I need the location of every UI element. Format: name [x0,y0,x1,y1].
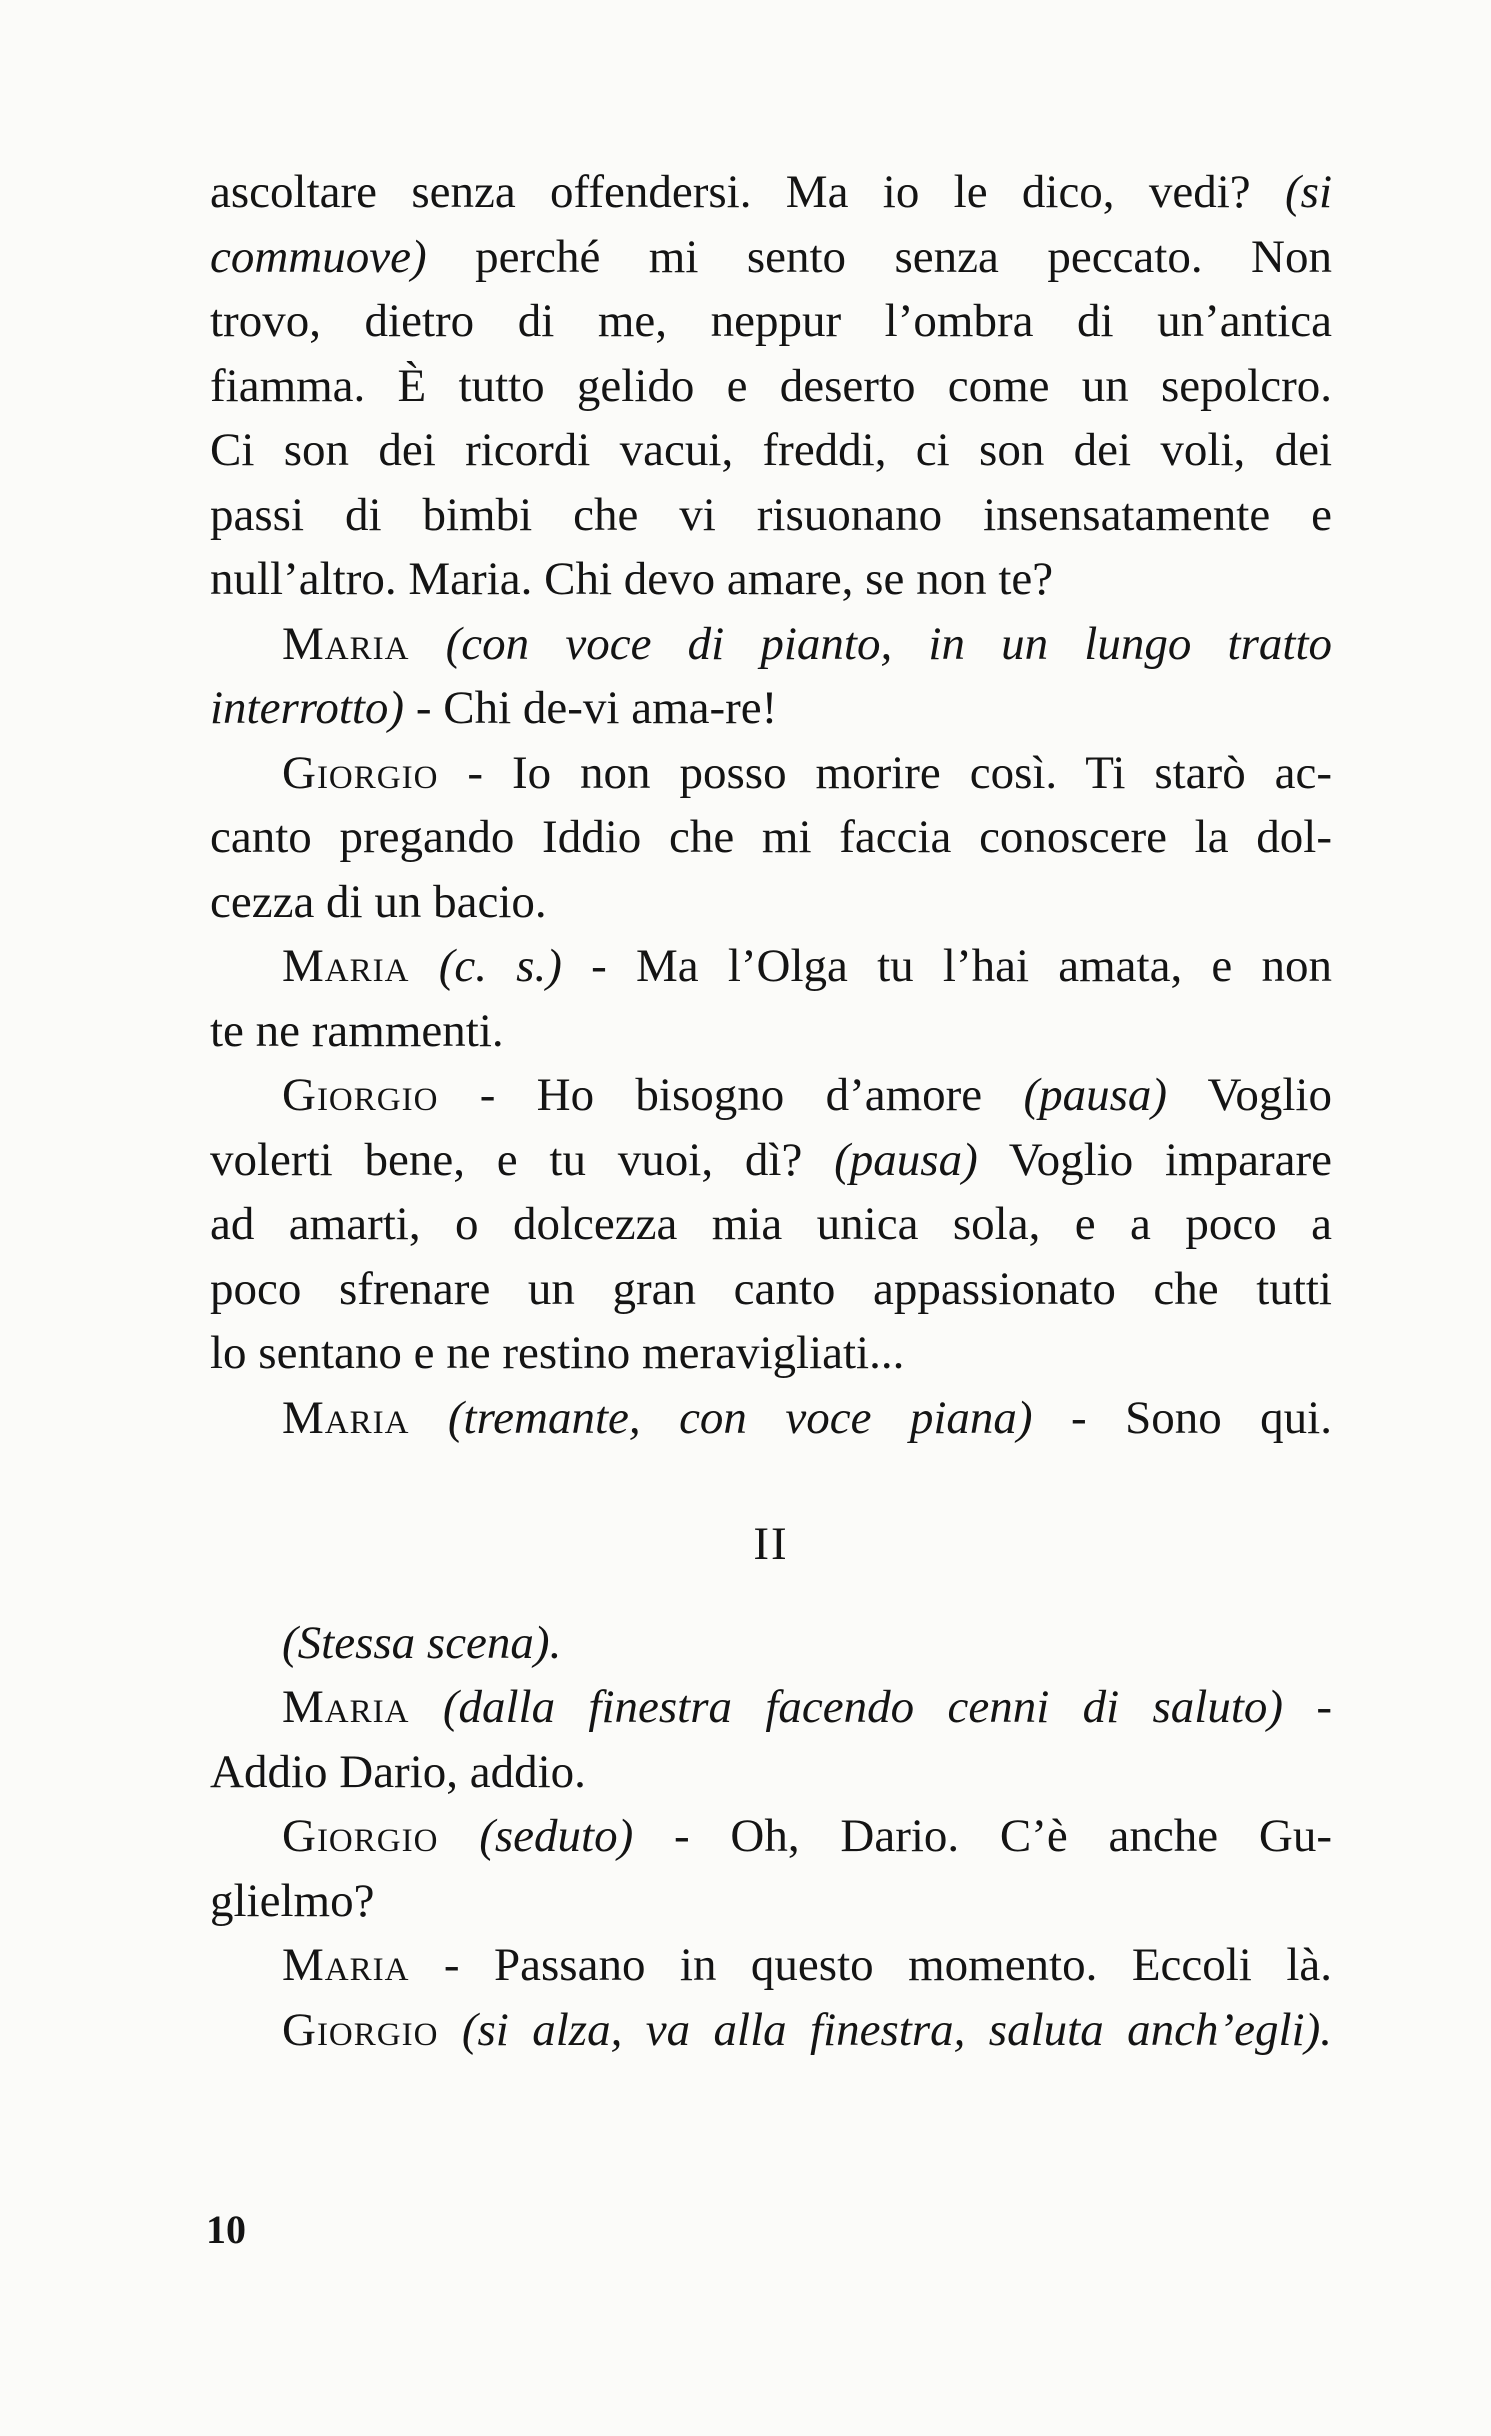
stage-direction: (c. s.) [438,940,562,992]
dialogue-giorgio-4 [210,1998,1332,2063]
text-line: Addio Dario, addio. [210,1745,586,1798]
section-number: II [753,1518,789,1570]
dialogue-text: - Oh, Dario. C’è anche Gu- [633,1810,1332,1862]
text-line [210,612,1332,677]
dialogue-text: - [1283,1681,1333,1733]
text-line [210,1128,1332,1193]
stage-direction: (si alza, va alla finestra, saluta anch’egli). [461,2003,1332,2056]
stage-direction: commuove) [210,230,427,283]
dialogue-text: - Ma l’Olga tu l’hai amata, e non [561,940,1332,992]
scene-direction-block [210,1611,1332,1676]
speaker-name: Maria [282,1939,410,1991]
text-line [210,1675,1332,1740]
stage-direction: (con voce di pianto, in un lungo tratto [445,617,1333,670]
text-line: trovo, dietro di me, neppur l’ombra di un’antica [210,295,1332,347]
text-line [210,676,1332,741]
page-body [210,160,1332,2062]
text-line: fiamma. È tutto gelido e deserto come un sepolcro. [210,359,1332,412]
paragraph-opening [210,160,1332,612]
speaker-name: Maria [282,1391,410,1444]
dialogue-text: Voglio imparare [977,1133,1332,1186]
dialogue-text: Voglio [1167,1069,1332,1121]
speaker-name: Giorgio [282,2003,439,2056]
speaker-name: Giorgio [282,1810,439,1862]
dialogue-text: - Chi de-vi ama-re! [404,682,778,734]
dialogue-maria-5 [210,1933,1332,1998]
stage-direction: interrotto) [210,682,405,734]
text-line [210,1933,1332,1998]
text-line: ad amarti, o dolcezza mia unica sola, e a poco a [210,1198,1332,1250]
text-line: null’altro. Maria. Chi devo amare, se non te? [210,553,1054,605]
dialogue-maria-4 [210,1675,1332,1804]
dialogue-text: - Sono qui. [1032,1391,1332,1444]
stage-direction: (tremante, con voce piana) [447,1391,1033,1444]
text-line [210,160,1332,225]
stage-direction: (pausa) [1023,1069,1168,1121]
text-line [210,1804,1332,1869]
dialogue-text: - Ho bisogno d’amore [438,1069,1024,1121]
scene-direction: (Stessa scena). [282,1616,562,1669]
text-line: poco sfrenare un gran canto appassionato che tutti [210,1262,1332,1315]
stage-direction: (dalla finestra facendo cenni di saluto) [442,1681,1284,1733]
stage-direction: (pausa) [834,1133,978,1186]
dialogue-maria-2 [210,934,1332,1063]
dialogue-maria-1 [210,612,1332,741]
speaker-name: Maria [282,617,410,670]
text-span: ascoltare senza offendersi. Ma io le dico, vedi? [210,166,1251,218]
text-line: lo sentano e ne restino meravigliati... [210,1327,905,1379]
text-line [210,225,1332,290]
dialogue-giorgio-1 [210,741,1332,935]
speaker-name: Maria [282,940,410,992]
stage-direction: (si [1285,166,1332,218]
speaker-name: Giorgio [282,1069,439,1121]
text-line: canto pregando Iddio che mi faccia conoscere la dol- [210,811,1332,863]
text-line: cezza di un bacio. [210,875,547,928]
text-line [210,1998,1332,2063]
dialogue-giorgio-2 [210,1063,1332,1386]
text-line [210,1386,1332,1451]
text-line [210,934,1332,999]
text-line: Ci son dei ricordi vacui, freddi, ci son dei voli, dei [210,424,1332,476]
page-number: 10 [206,2207,246,2252]
speaker-name: Maria [282,1681,410,1733]
text-line [210,1063,1332,1128]
text-line: passi di bimbi che vi risuonano insensatamente e [210,488,1332,541]
dialogue-text: - Io non posso morire così. Ti starò ac- [438,746,1332,799]
dialogue-maria-3 [210,1386,1332,1451]
text-line: te ne rammenti. [210,1004,504,1057]
dialogue-text: volerti bene, e tu vuoi, dì? [210,1133,835,1186]
text-span: perché mi sento senza peccato. Non [426,230,1332,283]
text-line: glielmo? [210,1874,375,1927]
text-line [210,741,1332,806]
speaker-name: Giorgio [282,746,439,799]
dialogue-text: - Passano in questo momento. Eccoli là. [409,1939,1332,1991]
stage-direction: (seduto) [479,1810,634,1862]
dialogue-giorgio-3 [210,1804,1332,1933]
